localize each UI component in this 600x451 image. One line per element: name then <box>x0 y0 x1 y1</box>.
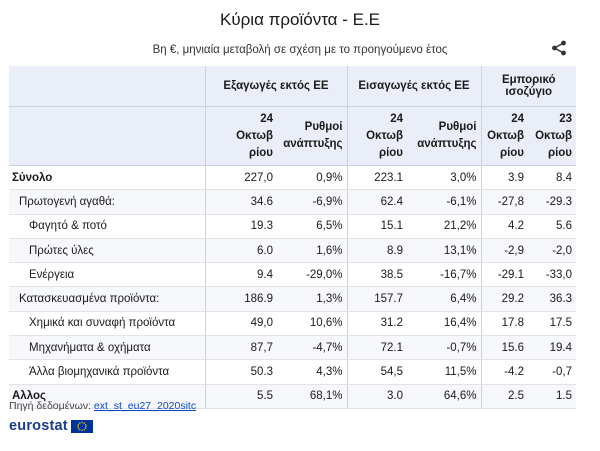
subheader-line: Ρυθμοί <box>304 121 343 133</box>
subheader-line: 23 <box>559 112 572 125</box>
table-cell: 6.0 <box>205 238 277 262</box>
header-corner-sub <box>9 107 205 166</box>
table-cell: -2,0 <box>528 238 576 262</box>
subheader-line: Οκτωβ <box>366 129 403 142</box>
table-cell: 21,2% <box>407 214 481 238</box>
row-label: Πρώτες ύλες <box>9 238 205 262</box>
table-cell: 17.5 <box>528 311 576 335</box>
subheader-line: ρίου <box>378 146 403 159</box>
table-cell: 10,6% <box>277 311 347 335</box>
subheader-line: Ρυθμοί <box>438 121 477 133</box>
table-cell: 15.1 <box>347 214 407 238</box>
chart-subtitle: Βη €, μηνιαία μεταβολή σε σχέση με το προηγούμενο έτος <box>152 44 448 56</box>
header-imports: Εισαγωγές εκτός ΕΕ <box>347 66 481 107</box>
table-row <box>9 311 576 335</box>
table-cell: 1,6% <box>277 238 347 262</box>
table-cell: -29.3 <box>528 190 576 214</box>
table-cell: -4.2 <box>481 360 528 384</box>
table-cell: -29.1 <box>481 263 528 287</box>
table-cell: 3,0% <box>407 166 481 190</box>
table-cell: -4,7% <box>277 336 347 360</box>
table-cell: 8.9 <box>347 238 407 262</box>
table-cell: 13,1% <box>407 238 481 262</box>
table-cell: 6,4% <box>407 287 481 311</box>
subheader-line: 24 <box>511 112 524 125</box>
row-label: Φαγητό & ποτό <box>9 214 205 238</box>
subheader-line: Οκτωβ <box>535 129 572 142</box>
row-label: Κατασκευασμένα προϊόντα: <box>9 287 205 311</box>
subheader-line: Οκτωβ <box>487 129 524 142</box>
table-row <box>9 287 576 311</box>
table-cell: -27,8 <box>481 190 528 214</box>
source-prefix: Πηγή δεδομένων: <box>9 400 91 412</box>
row-label: Μηχανήματα & οχήματα <box>9 336 205 360</box>
subheader-line: ανάπτυξης <box>417 138 477 150</box>
table-cell: -33,0 <box>528 263 576 287</box>
table-cell: 16,4% <box>407 311 481 335</box>
table-row <box>9 336 576 360</box>
table-cell: 2.5 <box>481 384 528 408</box>
table-cell: -16,7% <box>407 263 481 287</box>
row-label: Αλλος <box>9 384 205 408</box>
table-row <box>9 214 576 238</box>
table-cell: 8.4 <box>528 166 576 190</box>
table-cell: 4,3% <box>277 360 347 384</box>
table-cell: -2,9 <box>481 238 528 262</box>
chart-title: Κύρια προϊόντα - Ε.Ε <box>219 10 381 29</box>
table-cell: 227,0 <box>205 166 277 190</box>
row-label: Χημικά και συναφή προϊόντα <box>9 311 205 335</box>
table-cell: 0,9% <box>277 166 347 190</box>
table-cell: 31.2 <box>347 311 407 335</box>
logo-text: eurostat <box>9 418 68 434</box>
table-cell: -0,7 <box>528 360 576 384</box>
table-cell: 9.4 <box>205 263 277 287</box>
table-cell: 64,6% <box>407 384 481 408</box>
subheader-line: 24 <box>260 112 273 125</box>
table-cell: -6,9% <box>277 190 347 214</box>
table-cell: -0,7% <box>407 336 481 360</box>
table-cell: 223.1 <box>347 166 407 190</box>
table-cell: 5.6 <box>528 214 576 238</box>
table-row <box>9 263 576 287</box>
table-cell: 1,3% <box>277 287 347 311</box>
table-cell: 5.5 <box>205 384 277 408</box>
header-trade-balance: Εμπορικό ισοζύγιο <box>481 66 576 107</box>
eurostat-logo <box>9 418 93 434</box>
table-row <box>9 166 576 190</box>
table-cell: 11,5% <box>407 360 481 384</box>
table-cell: 72.1 <box>347 336 407 360</box>
share-icon[interactable] <box>551 40 567 56</box>
row-label: Πρωτογενή αγαθά: <box>9 190 205 214</box>
table-cell: -6,1% <box>407 190 481 214</box>
table-row <box>9 190 576 214</box>
table-cell: 1.5 <box>528 384 576 408</box>
table-cell: 19.4 <box>528 336 576 360</box>
table-cell: 186.9 <box>205 287 277 311</box>
row-label: Άλλα βιομηχανικά προϊόντα <box>9 360 205 384</box>
table-cell: 49,0 <box>205 311 277 335</box>
row-label: Σύνολο <box>9 166 205 190</box>
row-label: Ενέργεια <box>9 263 205 287</box>
subheader-line: Οκτωβ <box>236 129 273 142</box>
table-cell: 157.7 <box>347 287 407 311</box>
header-corner <box>9 66 205 107</box>
table-row <box>9 238 576 262</box>
subheader-3 <box>407 107 481 166</box>
subheader-5 <box>528 107 576 166</box>
subheader-line: ρίου <box>499 146 524 159</box>
table-cell: 29.2 <box>481 287 528 311</box>
table-cell: 3.9 <box>481 166 528 190</box>
table-cell: 54,5 <box>347 360 407 384</box>
subheader-line: ρίου <box>547 146 572 159</box>
table-cell: 38.5 <box>347 263 407 287</box>
subheader-4 <box>481 107 528 166</box>
table-cell: 68,1% <box>277 384 347 408</box>
table-cell: 36.3 <box>528 287 576 311</box>
table-cell: 3.0 <box>347 384 407 408</box>
table-cell: 15.6 <box>481 336 528 360</box>
table-cell: 6,5% <box>277 214 347 238</box>
table-cell: 50.3 <box>205 360 277 384</box>
source-link[interactable]: ext_st_eu27_2020sitc <box>93 400 197 412</box>
table-cell: 4.2 <box>481 214 528 238</box>
trade-table <box>9 66 576 409</box>
header-exports: Εξαγωγές εκτός ΕΕ <box>205 66 347 107</box>
table-cell: 17.8 <box>481 311 528 335</box>
table-cell: 87,7 <box>205 336 277 360</box>
subheader-2 <box>347 107 407 166</box>
table-cell: 34.6 <box>205 190 277 214</box>
subheader-line: ρίου <box>248 146 273 159</box>
table-cell: 62.4 <box>347 190 407 214</box>
data-source <box>9 400 196 412</box>
eu-flag-icon <box>71 420 93 433</box>
subheader-0 <box>205 107 277 166</box>
subheader-line: 24 <box>390 112 403 125</box>
subheader-1 <box>277 107 347 166</box>
table-cell: -29,0% <box>277 263 347 287</box>
table-cell: 19.3 <box>205 214 277 238</box>
table-row <box>9 360 576 384</box>
subheader-line: ανάπτυξης <box>283 138 343 150</box>
